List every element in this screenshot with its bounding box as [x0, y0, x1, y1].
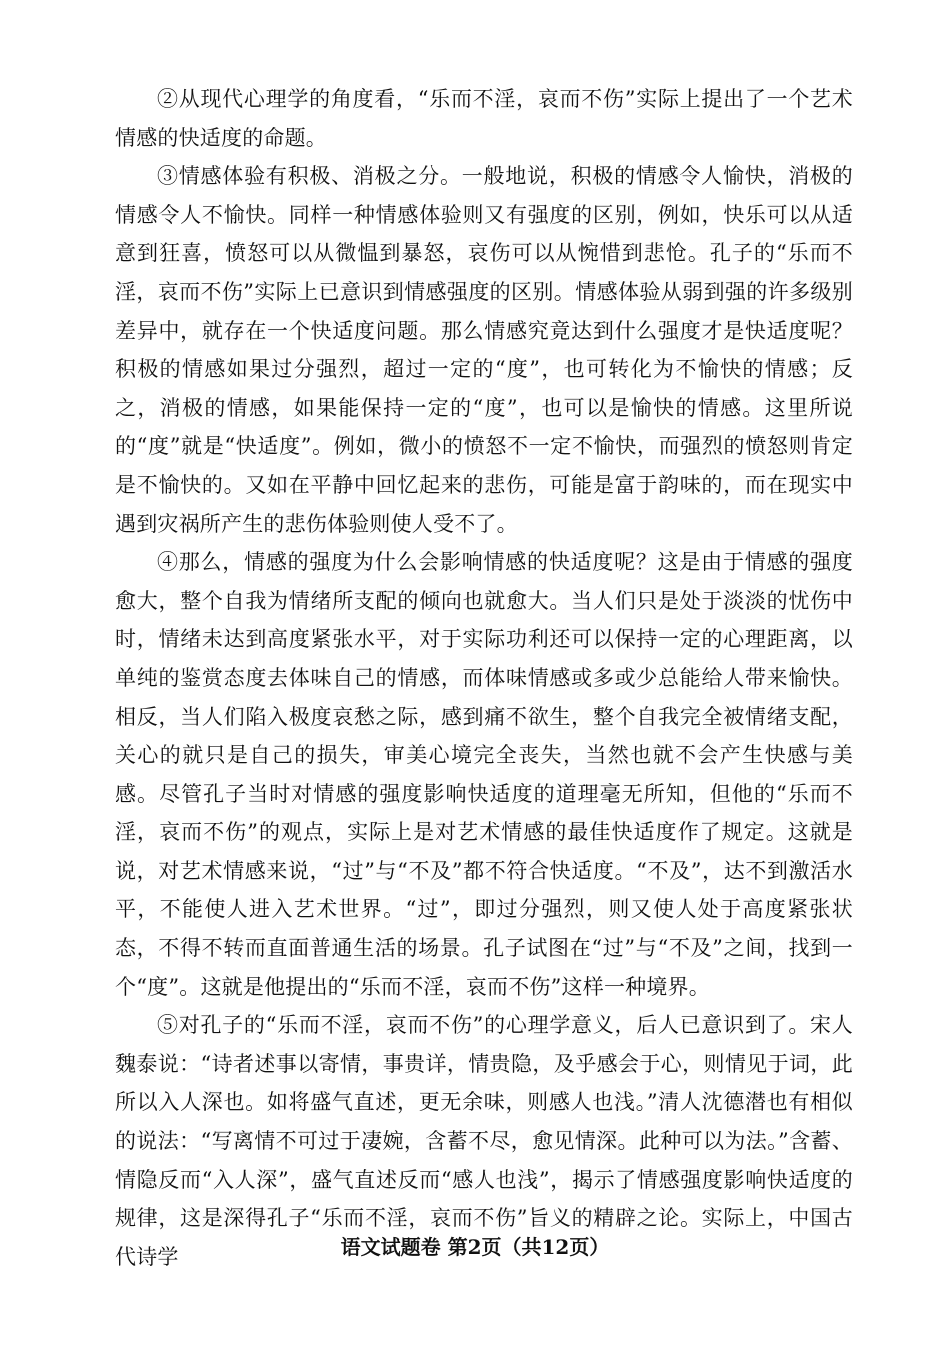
- page-footer: 语文试题卷 第2页（共12页）: [340, 1235, 610, 1259]
- passage-body: [115, 80, 853, 1276]
- paragraph-4: ④那么，情感的强度为什么会影响情感的快适度呢？这是由于情感的强度愈大，整个自我为情绪所支配的倾向也就愈大。当人们只是处于淡淡的忧伤中时，情绪未达到高度紧张水平，对于实际功利还可以保持一定的心理距离，以单纯的鉴赏态度去体味自己的情感，而体味情感或多或少总能给人带来愉快。相反，当人们陷入极度哀愁之际，感到痛不欲生，整个自我完全被情绪支配，关心的就只是自己的损失，审美心境完全丧失，当然也就不会产生快感与美感。尽管孔子当时对情感的强度影响快适度的道理毫无所知，但他的“乐而不淫，哀而不伤”的观点，实际上是对艺术情感的最佳快适度作了规定。这就是说，对艺术情感来说，“过”与“不及”都不符合快适度。“不及”，达不到激活水平，不能使人进入艺术世界。“过”，即过分强烈，则又使人处于高度紧张状态，不得不转而直面普通生活的场景。孔子试图在“过”与“不及”之间，找到一个“度”。这就是他提出的“乐而不淫，哀而不伤”这样一种境界。: [115, 550, 853, 999]
- paragraph-5: ⑤对孔子的“乐而不淫，哀而不伤”的心理学意义，后人已意识到了。宋人魏泰说：“诗者述事以寄情，事贵详，情贵隐，及乎感会于心，则情见于词，此所以入人深也。如将盛气直述，更无余味，则感人也浅。”清人沈德潜也有相似的说法：“写离情不可过于凄婉，含蓄不尽，愈见情深。此种可以为法。”含蓄、情隐反而“入人深”，盛气直述反而“感人也浅”，揭示了情感强度影响快适度的规律，这是深得孔子“乐而不淫，哀而不伤”旨义的精辟之论。实际上，中国古代诗学: [115, 1013, 853, 1269]
- paragraph-3: ③情感体验有积极、消极之分。一般地说，积极的情感令人愉快，消极的情感令人不愉快。同样一种情感体验则又有强度的区别，例如，快乐可以从适意到狂喜，愤怒可以从微愠到暴怒，哀伤可以从惋惜到悲怆。孔子的“乐而不淫，哀而不伤”实际上已意识到情感强度的区别。情感体验从弱到强的许多级别差异中，就存在一个快适度问题。那么情感究竟达到什么强度才是快适度呢？积极的情感如果过分强烈，超过一定的“度”，也可转化为不愉快的情感；反之，消极的情感，如果能保持一定的“度”，也可以是愉快的情感。这里所说的“度”就是“快适度”。例如，微小的愤怒不一定不愉快，而强烈的愤怒则肯定是不愉快的。又如在平静中回忆起来的悲伤，可能是富于韵味的，而在现实中遇到灾祸所产生的悲伤体验则使人受不了。: [115, 164, 853, 536]
- paragraph-2: ②从现代心理学的角度看，“乐而不淫，哀而不伤”实际上提出了一个艺术情感的快适度的命题。: [115, 87, 853, 150]
